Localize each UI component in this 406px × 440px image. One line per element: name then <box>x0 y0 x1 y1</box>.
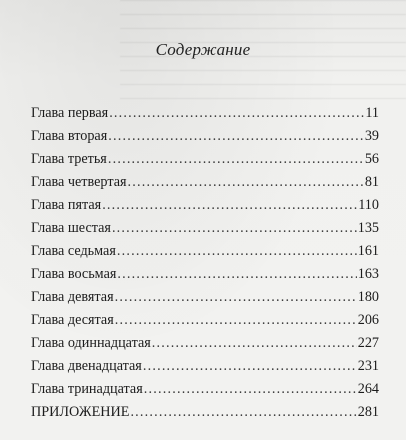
toc-entry <box>31 286 379 309</box>
toc-dot-leader <box>152 332 357 355</box>
toc-entry-page: 135 <box>357 220 379 236</box>
toc-dot-leader <box>108 148 364 171</box>
toc-dot-leader <box>109 102 364 125</box>
toc-entry-title: Глава пятая <box>31 197 102 213</box>
toc-entry-page: 281 <box>357 404 379 420</box>
toc-entry-title: Глава тринадцатая <box>31 381 143 397</box>
toc-entry-page: 206 <box>357 312 379 328</box>
toc-entry-title: Глава седьмая <box>31 243 116 259</box>
toc-entry <box>31 194 379 217</box>
toc-entry <box>31 263 379 286</box>
toc-dot-leader <box>117 240 357 263</box>
toc-dot-leader <box>117 263 356 286</box>
toc-entry <box>31 171 379 194</box>
toc-entry-title: Глава вторая <box>31 128 108 144</box>
toc-entry-page: 81 <box>364 174 379 190</box>
toc-entry-page: 227 <box>357 335 379 351</box>
toc-entry-title: Глава девятая <box>31 289 114 305</box>
toc-entry-page: 39 <box>364 128 379 144</box>
toc-entry-title: Глава одиннадцатая <box>31 335 151 351</box>
toc-entry <box>31 217 379 240</box>
toc-entry <box>31 332 379 355</box>
toc-entry-page: 231 <box>357 358 379 374</box>
toc-entry-title: Глава восьмая <box>31 266 117 282</box>
toc-entry-page: 56 <box>364 151 379 167</box>
toc-dot-leader <box>115 309 357 332</box>
toc-entry-page: 180 <box>357 289 379 305</box>
toc-dot-leader <box>144 378 357 401</box>
toc-entry <box>31 102 379 125</box>
toc-entry-title: ПРИЛОЖЕНИЕ <box>31 404 130 420</box>
toc-entry-title: Глава третья <box>31 151 107 167</box>
toc-dot-leader <box>143 355 357 378</box>
toc-entry <box>31 378 379 401</box>
toc-entry-title: Глава четвертая <box>31 174 127 190</box>
toc-dot-leader <box>108 125 364 148</box>
toc-entry-title: Глава первая <box>31 105 109 121</box>
toc-dot-leader <box>112 217 357 240</box>
toc-entry <box>31 309 379 332</box>
toc-entry-title: Глава десятая <box>31 312 114 328</box>
toc-entry <box>31 355 379 378</box>
toc-dot-leader <box>102 194 357 217</box>
toc-entry <box>31 401 379 424</box>
toc-entry <box>31 148 379 171</box>
toc-entry-title: Глава двенадцатая <box>31 358 142 374</box>
toc-entry-page: 110 <box>358 197 379 213</box>
toc-dot-leader <box>128 171 364 194</box>
toc-entry-page: 163 <box>357 266 379 282</box>
toc-entry-page: 161 <box>357 243 379 259</box>
toc-entry-page: 11 <box>365 105 379 121</box>
toc-entry-title: Глава шестая <box>31 220 111 236</box>
toc-entry <box>31 240 379 263</box>
toc-entry <box>31 125 379 148</box>
table-of-contents <box>31 102 379 424</box>
toc-dot-leader <box>130 401 356 424</box>
contents-heading: Содержание <box>155 40 251 59</box>
toc-dot-leader <box>115 286 357 309</box>
toc-entry-page: 264 <box>357 381 379 397</box>
